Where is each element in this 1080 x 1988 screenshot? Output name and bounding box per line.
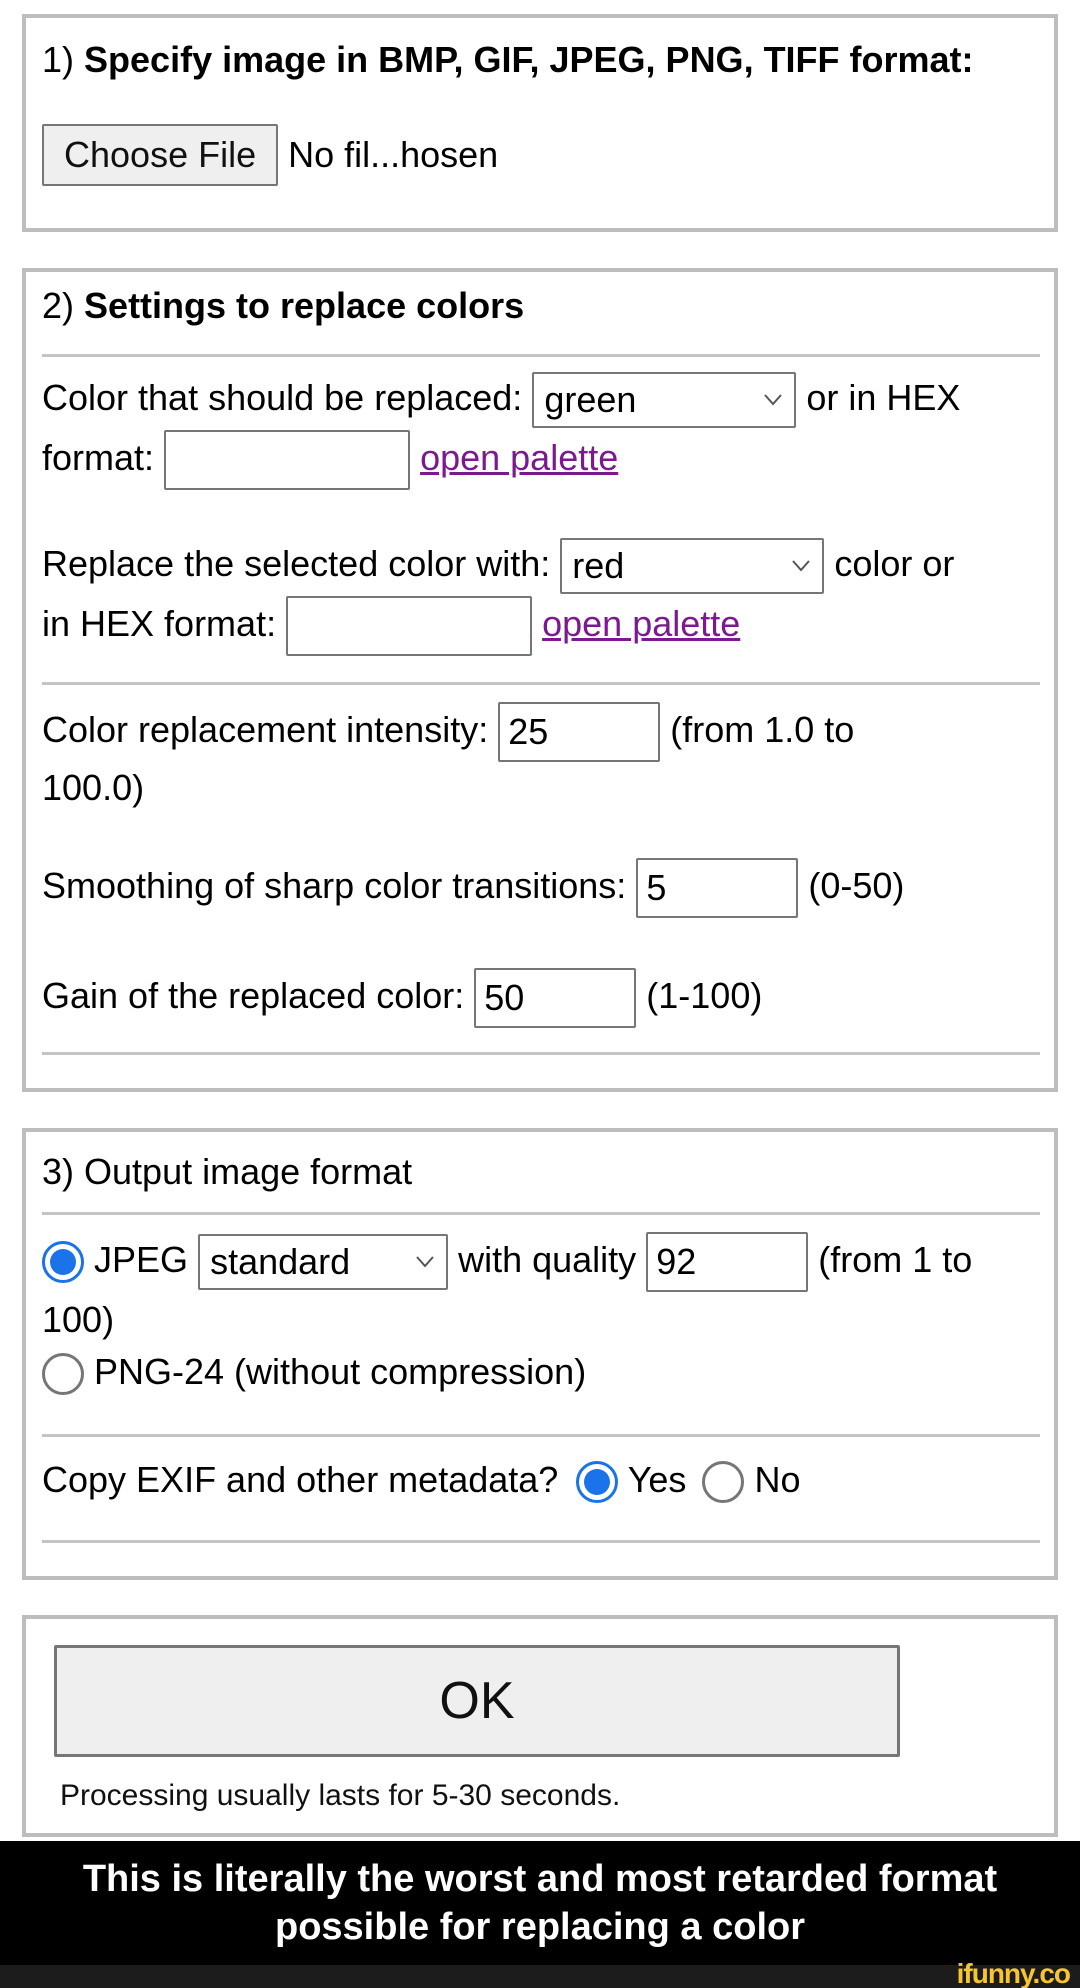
- source-open-palette-link[interactable]: open palette: [420, 437, 619, 478]
- exif-no-radio[interactable]: [702, 1461, 744, 1503]
- chevron-down-icon: [790, 554, 812, 576]
- meme-caption: [0, 1841, 1080, 1965]
- png-radio[interactable]: [42, 1353, 84, 1395]
- choose-file-button[interactable]: Choose File: [42, 124, 278, 186]
- output-format-section: [22, 1128, 1058, 1580]
- jpeg-radio[interactable]: [42, 1241, 84, 1283]
- target-color-label: Replace the selected color with:: [42, 543, 551, 584]
- chevron-down-icon: [762, 388, 784, 410]
- target-hex-input[interactable]: [286, 596, 532, 656]
- target-color-value: red: [572, 545, 625, 587]
- jpeg-mode-select[interactable]: [198, 1234, 448, 1290]
- gain-label: Gain of the replaced color:: [42, 975, 465, 1016]
- jpeg-label: JPEG: [94, 1239, 189, 1280]
- exif-yes-radio[interactable]: [576, 1461, 618, 1503]
- section-title: Settings to replace colors: [84, 285, 525, 326]
- png-label: PNG-24 (without compression): [94, 1351, 587, 1392]
- submit-section: [22, 1615, 1058, 1837]
- section-number: 1): [42, 39, 75, 80]
- divider: [42, 354, 1040, 357]
- source-hex-input[interactable]: [164, 430, 410, 490]
- upload-section: [22, 14, 1058, 232]
- gain-input[interactable]: 50: [474, 968, 636, 1028]
- section-title: Output image format: [84, 1151, 413, 1192]
- quality-range: (from 1 to: [818, 1239, 973, 1280]
- source-color-value: green: [544, 379, 637, 421]
- source-color-suffix: or in HEX: [806, 377, 961, 418]
- replace-settings-section: [22, 268, 1058, 1092]
- quality-label: with quality: [458, 1239, 637, 1280]
- exif-no-label: No: [754, 1459, 801, 1500]
- divider: [42, 1540, 1040, 1543]
- output-heading: [42, 1152, 1040, 1192]
- source-hex-label: format:: [42, 437, 155, 478]
- target-hex-label: in HEX format:: [42, 603, 277, 644]
- smoothing-range: (0-50): [808, 865, 905, 906]
- quality-input[interactable]: 92: [646, 1232, 808, 1292]
- caption-line-1: This is literally the worst and most retarded format: [82, 1858, 998, 1900]
- section-title: Specify image in BMP, GIF, JPEG, PNG, TIFF format:: [84, 39, 974, 80]
- exif-yes-label: Yes: [627, 1459, 687, 1500]
- smoothing-label: Smoothing of sharp color transitions:: [42, 865, 627, 906]
- settings-heading: [42, 286, 1040, 326]
- section-number: 3): [42, 1151, 75, 1192]
- upload-heading: [42, 40, 1040, 80]
- quality-range-cont: 100): [42, 1299, 115, 1340]
- jpeg-mode-value: standard: [210, 1241, 351, 1283]
- divider: [42, 1434, 1040, 1437]
- intensity-range: (from 1.0 to: [670, 709, 855, 750]
- gain-range: (1-100): [646, 975, 763, 1016]
- source-color-label: Color that should be replaced:: [42, 377, 523, 418]
- smoothing-input[interactable]: 5: [636, 858, 798, 918]
- section-number: 2): [42, 285, 75, 326]
- intensity-label: Color replacement intensity:: [42, 709, 489, 750]
- watermark-bar: [0, 1958, 1080, 1988]
- exif-label: Copy EXIF and other metadata?: [42, 1459, 559, 1500]
- target-color-select[interactable]: [560, 538, 824, 594]
- divider: [42, 682, 1040, 685]
- target-color-suffix: color or: [834, 543, 955, 584]
- chevron-down-icon: [414, 1250, 436, 1272]
- intensity-range-cont: 100.0): [42, 767, 145, 808]
- source-color-select[interactable]: [532, 372, 796, 428]
- divider: [42, 1212, 1040, 1215]
- target-open-palette-link[interactable]: open palette: [542, 603, 741, 644]
- processing-note: Processing usually lasts for 5-30 seconds.: [60, 1779, 621, 1812]
- caption-line-2: possible for replacing a color: [274, 1906, 805, 1948]
- divider: [42, 1052, 1040, 1055]
- intensity-input[interactable]: 25: [498, 702, 660, 762]
- ok-button[interactable]: OK: [54, 1645, 900, 1757]
- ifunny-logo: ifunny.co: [956, 1958, 1070, 1988]
- file-status: No fil...hosen: [288, 134, 499, 175]
